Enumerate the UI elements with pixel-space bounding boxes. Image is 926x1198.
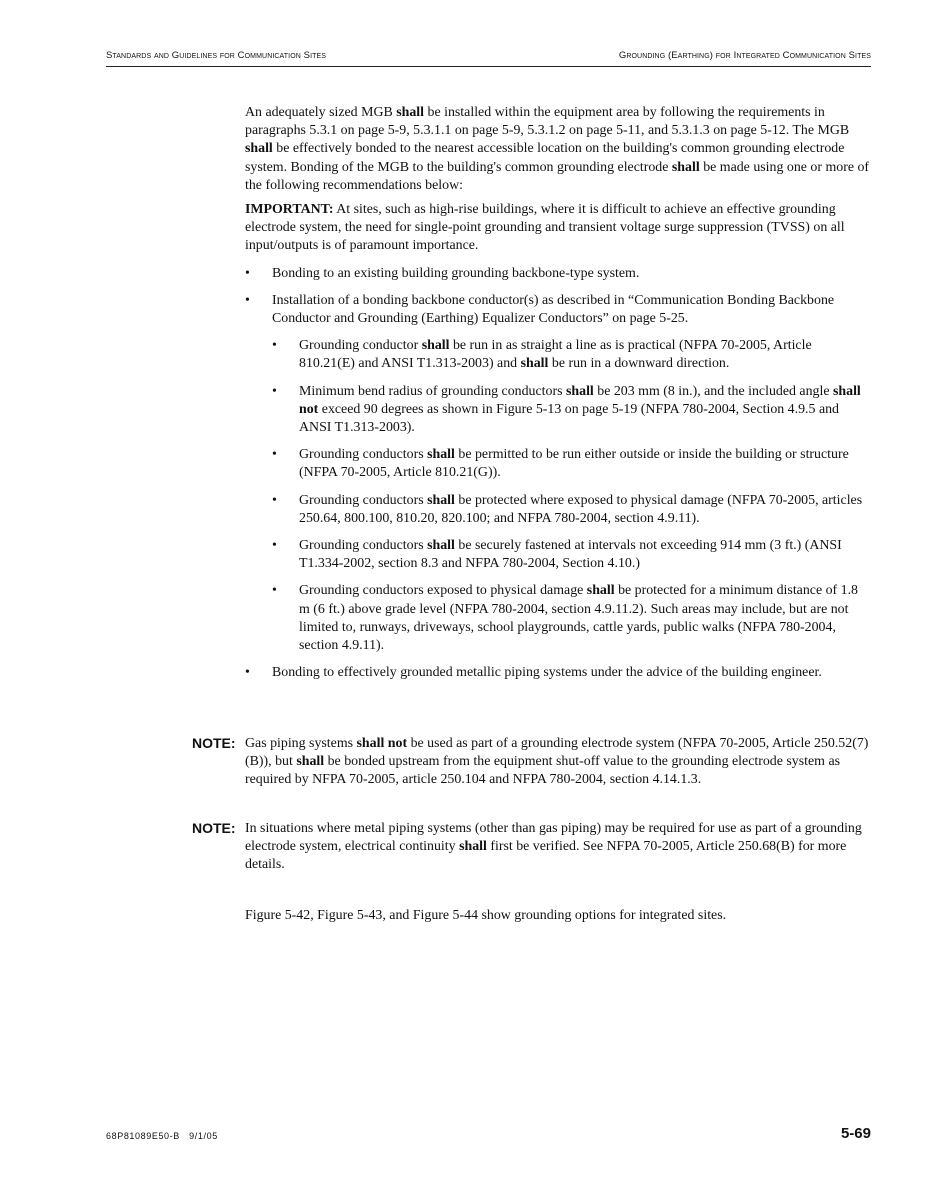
note-keyword: shall not <box>356 736 408 751</box>
page-number: 5-69 <box>840 1125 871 1142</box>
header-rule <box>106 66 871 67</box>
running-header-left: Standards and Guidelines for Communication Sites <box>106 50 327 61</box>
note-label: NOTE: <box>192 819 236 836</box>
sub-keyword: shall <box>586 583 615 599</box>
sub-keyword: shall <box>427 492 455 508</box>
bullet-dot: • <box>272 447 277 463</box>
note-1 <box>192 735 872 790</box>
sub-keyword: shall <box>427 538 455 554</box>
sub-text: be 203 mm (8 in.), and the included angle <box>597 383 830 399</box>
bullet-text: Bonding to an existing building grounding backbone-type system. <box>272 265 640 281</box>
note-text: be used as part of a grounding electrode system (NFPA 70-2005, Article 250.52(7)(B)), but <box>245 736 869 770</box>
sub-text: Grounding conductors exposed to physical damage <box>299 583 584 599</box>
footer-doc-id: 68P81089E50-B <box>106 1131 180 1141</box>
sub-bullet-item <box>272 492 871 528</box>
sub-text: be securely fastened at intervals not exceeding 914 mm (3 ft.) (ANSI T1.334-2002, section 8.3 and NFPA 780-2004, Section 4.10.) <box>299 538 842 572</box>
bullet-dot: • <box>272 492 277 508</box>
intro-shall-3: shall <box>671 159 700 175</box>
sub-keyword: shall <box>427 447 455 463</box>
intro-paragraph <box>245 104 871 195</box>
intro-shall-1: shall <box>396 105 425 120</box>
bullet-item <box>245 292 871 328</box>
sub-text: Minimum bend radius of grounding conductors <box>299 383 563 399</box>
bullet-item <box>245 265 871 283</box>
note-keyword: shall <box>296 754 325 770</box>
intro-text-1: An adequately sized MGB <box>245 105 393 120</box>
note-text: Gas piping systems <box>245 736 354 751</box>
sub-bullet-item <box>272 383 871 438</box>
intro-text-3: be effectively bonded to the nearest accessible location on the building's common grounding electrode system. Bonding of the MGB to the building's common grounding electrode <box>245 141 845 175</box>
sub-keyword: shall <box>421 338 450 354</box>
note-text: In situations where metal piping systems (other than gas piping) may be required for use as part of a grounding electrode system, electrical continuity <box>245 820 862 854</box>
sub-text: exceed 90 degrees as shown in Figure 5-13 on page 5-19 (NFPA 780-2004, Section 4.9.5 and ANSI T1.313-2003). <box>299 401 839 436</box>
bullet-dot: • <box>245 265 250 281</box>
sub-text: be run in a downward direction. <box>551 356 730 372</box>
sub-bullet-item <box>272 537 871 573</box>
sub-text: be protected for a minimum distance of 1.8 m (6 ft.) above grade level (NFPA 780-2004, section 4.9.11.2). Such areas may include, but are not limited to, runways, driveways, school playgrounds, cattle yards, public walks (NFPA 780-2004, section 4.9.11). <box>299 583 859 654</box>
sub-keyword: shall not <box>299 383 861 417</box>
bullet-text: Installation of a bonding backbone conductor(s) as described in “Communication Bonding Backbone Conductor and Grounding (Earthing) Equalizer Conductors” on page 5-25. <box>272 292 835 327</box>
important-text: At sites, such as high-rise buildings, where it is difficult to achieve an effective grounding electrode system, the need for single-point grounding and transient voltage surge suppression (TVSS) on all input/outputs is of paramount importance. <box>245 202 845 254</box>
sub-bullet-item <box>272 337 871 373</box>
bullet-text: Bonding to effectively grounded metallic piping systems under the advice of the building engineer. <box>272 665 822 681</box>
bullet-dot: • <box>245 665 250 681</box>
sub-bullet-item <box>272 582 871 655</box>
bullet-item <box>245 664 871 682</box>
running-header-right: Grounding (Earthing) for Integrated Communication Sites <box>618 50 871 61</box>
sub-text: be protected where exposed to physical damage (NFPA 70-2005, articles 250.64, 800.100, 810.20, 820.100; and NFPA 780-2004, section 4.9.11). <box>299 492 863 526</box>
important-label: IMPORTANT: <box>245 202 334 218</box>
bullet-dot: • <box>272 338 277 354</box>
note-keyword: shall <box>459 838 487 854</box>
sub-keyword: shall <box>520 356 549 372</box>
bullet-dot: • <box>272 583 277 599</box>
closing-paragraph: Figure 5-42, Figure 5-43, and Figure 5-44 show grounding options for integrated sites. <box>245 908 727 923</box>
bullet-dot: • <box>245 292 250 308</box>
intro-text-4: be made using one or more of the following recommendations below: <box>245 159 870 193</box>
bullet-dot: • <box>272 383 277 399</box>
body-text <box>245 104 871 691</box>
sub-keyword: shall <box>566 383 594 399</box>
sub-text: be permitted to be run either outside or inside the building or structure (NFPA 70-2005, Article 810.21(G)). <box>299 447 849 481</box>
intro-text-2: be installed within the equipment area by following the requirements in paragraphs 5.3.1 on page 5-9, 5.3.1.1 on page 5-9, 5.3.1.2 on page 5-11, and 5.3.1.3 on page 5-12. The MGB <box>245 105 850 139</box>
notes-section <box>192 735 872 904</box>
footer-doc-info <box>106 1131 218 1141</box>
note-label: NOTE: <box>192 735 236 751</box>
note-text: first be verified. See NFPA 70-2005, Article 250.68(B) for more details. <box>245 838 847 873</box>
footer-date: 9/1/05 <box>189 1131 218 1141</box>
sub-text: Grounding conductors <box>299 492 424 508</box>
bullet-dot: • <box>272 538 277 554</box>
sub-text: Grounding conductor <box>299 338 419 354</box>
note-text: be bonded upstream from the equipment shut-off value to the grounding electrode system as required by NFPA 70-2005, article 250.104 and NFPA 780-2004, section 4.14.1.3. <box>245 754 841 788</box>
sub-text: Grounding conductors <box>299 538 424 554</box>
note-2 <box>192 820 872 875</box>
important-paragraph <box>245 201 871 256</box>
intro-shall-2: shall <box>245 141 273 157</box>
sub-bullet-item <box>272 446 871 482</box>
sub-text: be run in as straight a line as is practical (NFPA 70-2005, Article 810.21(E) and ANSI T1.313-2003) and <box>299 338 812 372</box>
sub-text: Grounding conductors <box>299 447 424 463</box>
